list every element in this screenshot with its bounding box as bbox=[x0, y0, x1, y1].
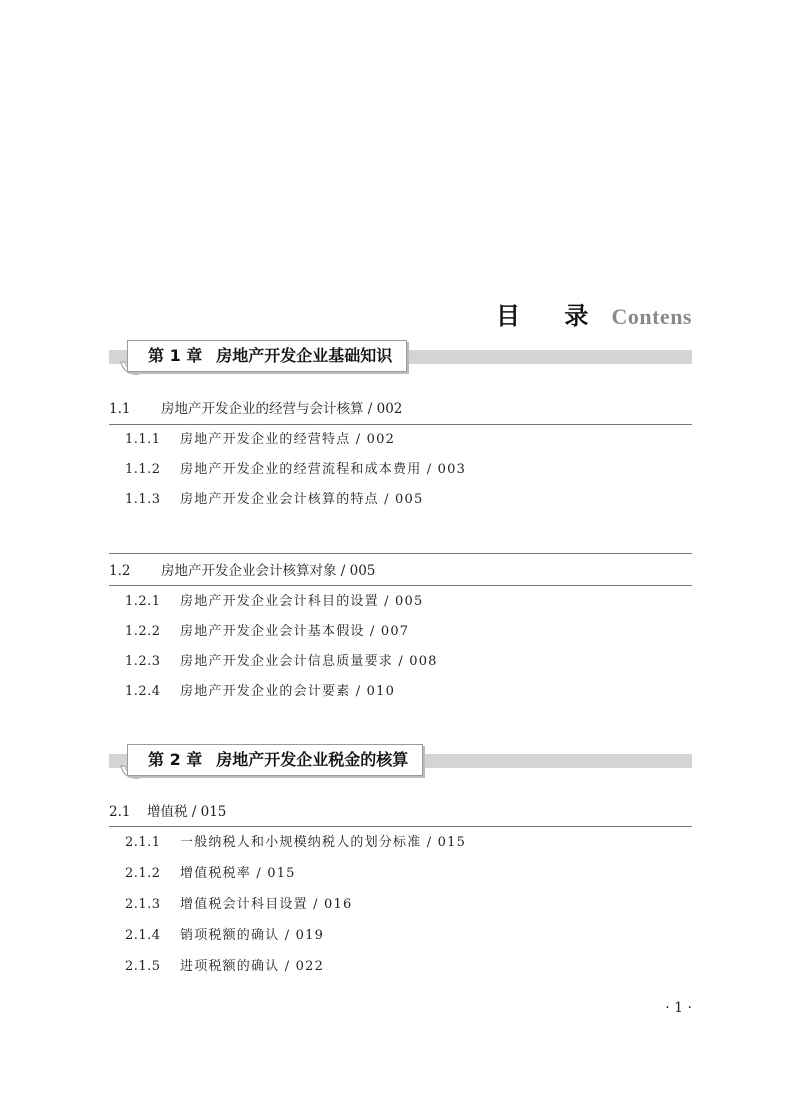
subsection-number: 2.1.5 bbox=[125, 959, 161, 974]
toc-subsection[interactable] bbox=[125, 461, 466, 479]
toc-subsection[interactable] bbox=[125, 834, 466, 852]
section-rule bbox=[109, 553, 692, 554]
subsection-title: 房地产开发企业会计信息质量要求 / 008 bbox=[180, 654, 438, 669]
chapter-label bbox=[127, 744, 423, 776]
subsection-title: 房地产开发企业的经营特点 / 002 bbox=[180, 432, 396, 447]
toc-subsection[interactable] bbox=[125, 593, 423, 611]
subsection-title: 销项税额的确认 / 019 bbox=[180, 928, 325, 943]
section-title: 房地产开发企业的经营与会计核算 / 002 bbox=[161, 401, 403, 417]
toc-section[interactable] bbox=[109, 400, 692, 418]
toc-subsection[interactable] bbox=[125, 623, 409, 641]
chapter-title: 房地产开发企业基础知识 bbox=[216, 346, 393, 365]
section-rule bbox=[109, 424, 692, 425]
toc-subsection[interactable] bbox=[125, 683, 395, 701]
subsection-number: 1.1.1 bbox=[125, 432, 161, 447]
chapter-number: 第 2 章 bbox=[148, 750, 203, 769]
section-number: 1.1 bbox=[109, 401, 131, 417]
subsection-number: 1.2.3 bbox=[125, 654, 161, 669]
toc-subsection[interactable] bbox=[125, 491, 423, 509]
toc-subsection[interactable] bbox=[125, 927, 324, 945]
toc-title-en: Contens bbox=[611, 304, 692, 329]
subsection-title: 增值税税率 / 015 bbox=[180, 866, 296, 881]
toc-subsection[interactable] bbox=[125, 865, 296, 883]
subsection-title: 进项税额的确认 / 022 bbox=[180, 959, 325, 974]
section-rule bbox=[109, 826, 692, 827]
toc-subsection[interactable] bbox=[125, 653, 438, 671]
chapter-banner[interactable] bbox=[109, 346, 692, 376]
toc-subsection[interactable] bbox=[125, 958, 324, 976]
subsection-title: 房地产开发企业会计基本假设 / 007 bbox=[180, 624, 410, 639]
subsection-number: 1.1.3 bbox=[125, 492, 161, 507]
subsection-number: 1.1.2 bbox=[125, 462, 161, 477]
subsection-number: 2.1.2 bbox=[125, 866, 161, 881]
chapter-number: 第 1 章 bbox=[148, 346, 203, 365]
page-number: · 1 · bbox=[665, 1000, 692, 1016]
subsection-title: 房地产开发企业的会计要素 / 010 bbox=[180, 684, 396, 699]
chapter-label bbox=[127, 340, 407, 372]
subsection-number: 1.2.2 bbox=[125, 624, 161, 639]
toc-section[interactable] bbox=[109, 562, 692, 580]
toc-subsection[interactable] bbox=[125, 431, 395, 449]
toc-title bbox=[430, 296, 692, 332]
subsection-number: 2.1.4 bbox=[125, 928, 161, 943]
subsection-number: 2.1.1 bbox=[125, 835, 161, 850]
section-title: 增值税 / 015 bbox=[147, 804, 227, 820]
chapter-title: 房地产开发企业税金的核算 bbox=[216, 750, 409, 769]
subsection-number: 1.2.1 bbox=[125, 594, 161, 609]
subsection-title: 房地产开发企业会计核算的特点 / 005 bbox=[180, 492, 424, 507]
section-number: 1.2 bbox=[109, 563, 131, 579]
toc-subsection[interactable] bbox=[125, 896, 352, 914]
section-rule bbox=[109, 585, 692, 586]
section-title: 房地产开发企业会计核算对象 / 005 bbox=[161, 563, 376, 579]
toc-title-cn: 目 录 bbox=[496, 302, 607, 330]
subsection-title: 增值税会计科目设置 / 016 bbox=[180, 897, 353, 912]
subsection-number: 1.2.4 bbox=[125, 684, 161, 699]
section-number: 2.1 bbox=[109, 804, 131, 820]
subsection-title: 一般纳税人和小规模纳税人的划分标准 / 015 bbox=[180, 835, 467, 850]
chapter-banner[interactable] bbox=[109, 750, 692, 780]
subsection-number: 2.1.3 bbox=[125, 897, 161, 912]
subsection-title: 房地产开发企业会计科目的设置 / 005 bbox=[180, 594, 424, 609]
subsection-title: 房地产开发企业的经营流程和成本费用 / 003 bbox=[180, 462, 467, 477]
toc-section[interactable] bbox=[109, 803, 692, 821]
